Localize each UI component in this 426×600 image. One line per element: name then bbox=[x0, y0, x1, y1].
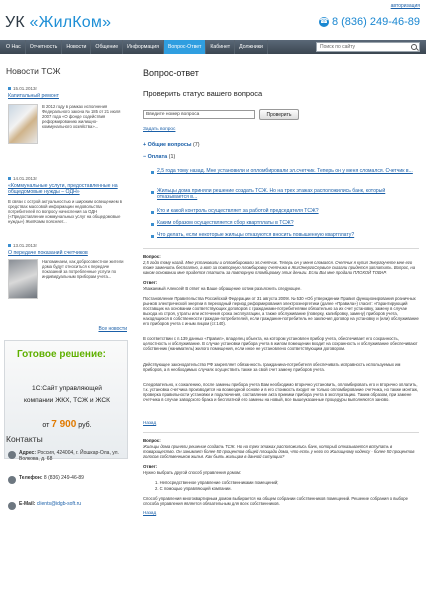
promo-title: Готовое решение: bbox=[17, 349, 107, 360]
nav-item-reports[interactable]: Отчетность bbox=[26, 40, 63, 54]
news-date bbox=[8, 86, 37, 91]
contact-address bbox=[8, 450, 126, 462]
nav-item-faq[interactable]: Вопрос-Ответ bbox=[164, 40, 206, 54]
nav-item-about[interactable]: О Нас bbox=[2, 40, 26, 54]
address-text bbox=[19, 450, 126, 462]
date-bullet-icon bbox=[8, 87, 11, 90]
category-label: Оплата bbox=[147, 154, 168, 160]
answer-paragraph: Постановление Правительства Российской Федерации от 31 августа 2009г. № 530 «Об утверждении Правил функционирования розничных рынков электрической энергии в переходный период реформирования электроэнергетики (далее «Правила») гласит: «Гарантирующий поставщик на основании соответствующих договоров с гражданами-потребителями обязательно за их счет установку, замену в случае выхода из строя, утраты или истечения срока эксплуатации, а также обслуживание (поверку, калибровку, замену) приборов учета, находящихся в собственности граждан-потребителей, если гражданин-потребитель не заключил договор на установку и (или) обслуживание его приборов учета с иным лицом (ст.140). bbox=[143, 296, 419, 326]
status-check-title: Проверить статус вашего вопроса bbox=[143, 89, 263, 98]
news-date-text: 15.01.2013г bbox=[13, 86, 38, 91]
news-item-link[interactable]: О передаче показаний счетчиков bbox=[8, 250, 88, 256]
question-link[interactable]: Кто и какой контроль осуществляет за работой председателя ТСЖ? bbox=[157, 208, 319, 214]
search-icon[interactable] bbox=[411, 44, 417, 50]
news-excerpt: В связи с острой актуальностью и широким освещением в средствах массовой информации недовольства потребителей по вопросу начисления за ОДН («Предоставление коммунальных услуг на общедомовые нужды») ЖилКомм поясняет... bbox=[8, 199, 122, 224]
address-value: Россия, 424004, г. Йошкар-Ола, ул. Волкова, д. 68 bbox=[19, 450, 119, 462]
phone-text bbox=[19, 475, 84, 484]
back-link[interactable]: Назад bbox=[143, 420, 157, 425]
question-link[interactable]: Что делать, если некоторые жильцы отказуются вносить повышенную квартплату? bbox=[157, 232, 355, 238]
category-count: (1) bbox=[168, 154, 176, 160]
answer-paragraph: В соответствии с п.139 данных «Правил», владелец объекта, на котором установлен прибор учета, обеспечивает его сохранность, целостность и обслуживание. В случае установки прибора учета в жилом помещении входит на сохранность и обслуживание обеспечивают собственник (наниматель) жилого помещения, если иное не установлено соответствующим договором. bbox=[143, 336, 418, 351]
nav-item-communication[interactable]: Общение bbox=[91, 40, 123, 54]
phone-icon: ☎ bbox=[319, 18, 329, 25]
header-phone bbox=[319, 16, 420, 28]
list-bullet-icon bbox=[151, 235, 154, 238]
question-number-input[interactable]: Введите номер вопроса bbox=[143, 110, 255, 119]
answer-intro: Уважаемый Алексей! В ответ на Ваше обращение хотим разъяснить следующее. bbox=[143, 286, 302, 291]
site-header bbox=[0, 0, 426, 38]
answer-paragraph: Следовательно, к сожалению, после замены прибора учета Вам необходимо вторично установить, опломбировать его и вторично оплатить, т.к. установка счетчика производится на возмездной основе и в его стоимость входит не только опломбирование счетчика, но также монтаж, проверка правильности установки и подключения, составление акта приемки прибора учета в эксплуатацию. Таким образом, при замене счетчика в случае заводского брака и бесплатной его замены на новый, все вышеуказанные процедуры выполняются заново. bbox=[143, 382, 419, 402]
nav-item-info[interactable]: Информация bbox=[123, 40, 164, 54]
divider bbox=[143, 248, 419, 249]
check-button[interactable]: Проверить bbox=[259, 109, 299, 120]
question-label: Вопрос: bbox=[143, 254, 161, 259]
news-excerpt: В 2012 году в рамках исполнения Федерального закона № 185 от 21 июля 2007 года «О фонде содействия реформированию жилищно-коммунального хозяйства»... bbox=[42, 104, 121, 129]
nav-item-cabinet[interactable]: Кабинет bbox=[206, 40, 235, 54]
news-item-link[interactable]: «Коммунальные услуги, предоставленные на общедомовые нужды – ОДН» bbox=[8, 183, 118, 195]
email-text bbox=[19, 501, 81, 510]
contact-email bbox=[8, 501, 81, 510]
search-input[interactable] bbox=[316, 42, 420, 52]
search-placeholder: Поиск по сайту bbox=[320, 44, 356, 50]
question-link[interactable]: Жильцы дома приняли решение создать ТСЖ. Но на трех этажах расположились банк, который отказывается в... bbox=[157, 188, 386, 200]
question-link[interactable]: Каким образом осуществляется сбор квартплаты в ТСЖ? bbox=[157, 220, 294, 226]
email-label: E-Mail: bbox=[19, 501, 36, 507]
logo-brand: «ЖилКом» bbox=[29, 14, 112, 31]
question-label: Вопрос: bbox=[143, 438, 161, 443]
list-item-text: Непосредственное управление собственниками помещений; bbox=[159, 480, 279, 485]
answer-paragraph: Способ управления многоквартирным домом выбирается на общем собрании собственников помещений. Решение собрания о выборе способа управления является обязательным для всех собственников. bbox=[143, 496, 408, 506]
question-text bbox=[143, 444, 419, 459]
list-bullet-icon bbox=[151, 171, 154, 174]
news-excerpt: Напоминаем, как добросовестное жители дома будут относиться к передаче показаний за потребленные услуги по индивидуальным приборам учета... bbox=[42, 259, 124, 279]
news-thumbnail[interactable] bbox=[8, 104, 38, 144]
header-phone-number: 8 (836) 249-46-89 bbox=[331, 16, 420, 28]
price-prefix: от bbox=[42, 422, 50, 429]
divider bbox=[143, 432, 419, 433]
news-date-text: 14.01.2013г bbox=[13, 176, 38, 181]
ask-question-link[interactable]: Задать вопрос bbox=[143, 127, 176, 132]
news-item-link[interactable]: Капитальный ремонт bbox=[8, 93, 59, 99]
price-suffix: руб. bbox=[78, 422, 92, 429]
all-news-link[interactable]: Все новости bbox=[98, 326, 127, 332]
email-link[interactable]: clients@idgb-soft.ru bbox=[36, 501, 82, 507]
address-label: Адрес: bbox=[19, 450, 36, 456]
answer-label: Ответ: bbox=[143, 280, 158, 285]
contact-phone bbox=[8, 475, 84, 484]
news-date bbox=[8, 176, 37, 181]
question-text-italic: 2,5 года тому назад. Мне установили и опломбировали эл.счетчик. Теперь он у меня сломался. Счетчик я купил Энергоучете мне его тоже заменить бесплатно, а вот за повторную пломбировку счетчика в ЖилЭнергоСервисе сказали придется заплатить. Вопрос, на каком основании мне придется платить за повторную пломбировку этих деньги. Если ВЫ мне продали ПЛОХОЙ ТОВАР. bbox=[143, 260, 416, 275]
news-section-title: Новости ТСЖ bbox=[6, 66, 61, 76]
list-item: 2. С помощью управляющей компании. bbox=[155, 486, 232, 491]
list-bullet-icon bbox=[151, 223, 154, 226]
nav-item-news[interactable]: Новости bbox=[62, 40, 91, 54]
main-content bbox=[131, 54, 426, 600]
category-label: Общие вопросы bbox=[147, 142, 192, 148]
question-link[interactable]: 2,5 года тому назад. Мне установили и опломбировали эл.счетчик. Теперь он у меня сломался. Счетчик в... bbox=[157, 168, 413, 174]
category-count: (7) bbox=[192, 142, 200, 148]
list-item: 1. Непосредственное управление собственниками помещений; bbox=[155, 480, 279, 485]
list-item-text: С помощью управляющей компании. bbox=[159, 486, 232, 491]
answer-paragraph: Действующее законодательство РФ закрепляет обязанность гражданина-потребителя обеспечивать исправность используемых им приборов, а в необходимых случаях осуществить также за свой счет замену приборов учета. bbox=[143, 362, 401, 372]
main-nav bbox=[0, 40, 426, 54]
contacts-title: Контакты bbox=[6, 434, 43, 444]
logo-prefix: УК bbox=[5, 14, 30, 31]
phone-value: 8 (836) 249-46-89 bbox=[43, 475, 84, 481]
back-link[interactable]: Назад bbox=[143, 510, 157, 515]
news-date bbox=[8, 243, 37, 248]
date-bullet-icon bbox=[8, 244, 11, 247]
news-date-text: 13.01.2013г bbox=[13, 243, 38, 248]
news-thumbnail[interactable] bbox=[8, 259, 38, 299]
left-sidebar bbox=[0, 54, 131, 600]
promo-line: 1С:Сайт управляющей bbox=[32, 385, 102, 392]
category-general[interactable]: + Общие вопросы (7) bbox=[143, 142, 200, 148]
site-logo[interactable] bbox=[5, 14, 111, 32]
auth-link[interactable]: авторизация bbox=[390, 3, 420, 9]
page-title: Вопрос-ответ bbox=[143, 68, 199, 78]
price-value: 7 900 bbox=[51, 419, 77, 430]
phone-label: Телефон: bbox=[19, 475, 43, 481]
promo-line: компании ЖКХ, ТСЖ и ЖСК bbox=[23, 397, 111, 404]
list-bullet-icon bbox=[151, 211, 154, 214]
date-bullet-icon bbox=[8, 177, 11, 180]
question-text bbox=[143, 260, 419, 275]
phone-icon bbox=[8, 476, 16, 484]
question-text-italic: Жильцы дома приняли решение создать ТСЖ. Но на трех этажах расположились банк, который отказывается вступать в товарищество. Он занимает более 50 процентов общей площади дома, что есть у него по Жилищному кодексу - более 50 процентов голосов собственников жилья. Как быть жильцам в данной ситуации? bbox=[143, 444, 415, 459]
list-bullet-icon bbox=[151, 191, 154, 194]
answer-label: Ответ: bbox=[143, 464, 158, 469]
answer-intro: Нужно выбрать другой способ управления домом: bbox=[143, 470, 242, 475]
home-icon bbox=[8, 451, 16, 459]
category-payment[interactable]: − Оплата (1) bbox=[143, 154, 176, 160]
mail-icon bbox=[8, 502, 16, 510]
promo-price bbox=[5, 419, 129, 430]
nav-item-debtors[interactable]: Должники bbox=[235, 40, 268, 54]
